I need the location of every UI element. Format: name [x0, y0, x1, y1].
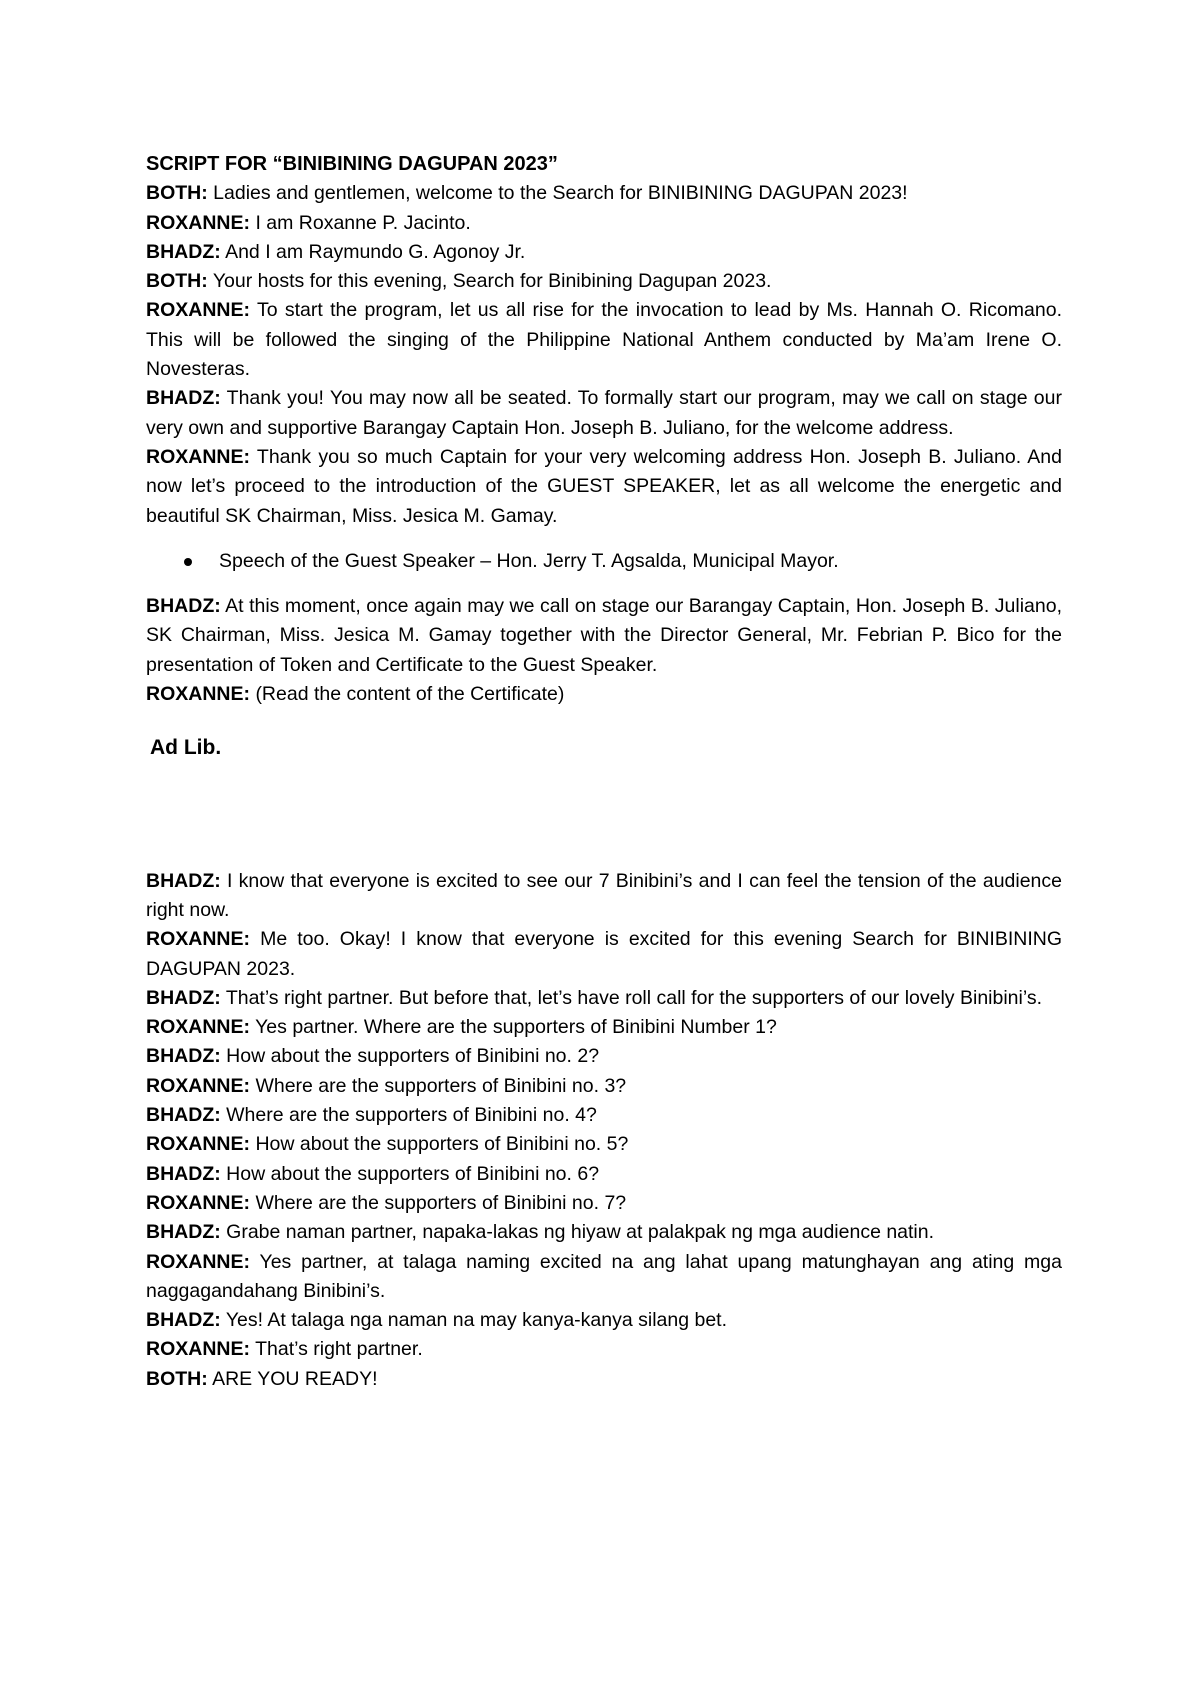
- blank-space: [146, 763, 1062, 867]
- speaker-label: ROXANNE:: [146, 1250, 251, 1273]
- script-line: [146, 925, 1062, 984]
- dialogue-text: Yes partner. Where are the supporters of Binibini Number 1?: [255, 1016, 777, 1039]
- speaker-label: BHADZ:: [146, 1309, 221, 1332]
- bullet-list: [146, 547, 1062, 576]
- dialogue-text: To start the program, let us all rise for the invocation to lead by Ms. Hannah O. Ricomano. This will be followed the singing of the Philippine National Anthem conducted by Ma’am Irene O. Novesteras.: [146, 299, 1062, 381]
- script-line: [146, 1306, 1062, 1335]
- dialogue-text: (Read the content of the Certificate): [255, 683, 565, 706]
- speaker-label: BHADZ:: [146, 1045, 221, 1068]
- speaker-label: BOTH:: [146, 1367, 208, 1390]
- script-line: [146, 1160, 1062, 1189]
- script-section-certificate: [146, 592, 1062, 709]
- dialogue-text: Thank you! You may now all be seated. To formally start our program, may we call on stage our very own and supportive Barangay Captain Hon. Joseph B. Juliano, for the welcome address.: [146, 387, 1062, 439]
- script-line: [146, 680, 1062, 709]
- script-line: [146, 1248, 1062, 1307]
- speaker-label: ROXANNE:: [146, 445, 251, 468]
- script-line: [146, 179, 1062, 208]
- speaker-label: BOTH:: [146, 182, 208, 205]
- speaker-label: BHADZ:: [146, 387, 221, 410]
- speaker-label: ROXANNE:: [146, 1338, 251, 1361]
- script-line: [146, 209, 1062, 238]
- speaker-label: BHADZ:: [146, 986, 221, 1009]
- script-line: [146, 296, 1062, 384]
- bullet-text: Speech of the Guest Speaker – Hon. Jerry T. Agsalda, Municipal Mayor.: [219, 549, 839, 572]
- dialogue-text: How about the supporters of Binibini no. 5?: [255, 1133, 629, 1156]
- dialogue-text: Thank you so much Captain for your very welcoming address Hon. Joseph B. Juliano. And now let’s proceed to the introduction of the GUEST SPEAKER, let as all welcome the energetic and beautiful SK Chairman, Miss. Jesica M. Gamay.: [146, 445, 1062, 527]
- bullet-item: [146, 547, 1062, 576]
- dialogue-text: Yes partner, at talaga naming excited na ang lahat upang matunghayan ang ating mga naggagandahang Binibini’s.: [146, 1250, 1062, 1302]
- script-line: [146, 384, 1062, 443]
- script-line: [146, 1042, 1062, 1071]
- dialogue-text: That’s right partner. But before that, let’s have roll call for the supporters of our lovely Binibini’s.: [225, 986, 1042, 1009]
- script-line: [146, 1218, 1062, 1247]
- speaker-label: BHADZ:: [146, 869, 221, 892]
- script-line: [146, 267, 1062, 296]
- dialogue-text: Grabe naman partner, napaka-lakas ng hiyaw at palakpak ng mga audience natin.: [226, 1221, 935, 1244]
- dialogue-text: ARE YOU READY!: [212, 1367, 378, 1390]
- speaker-label: ROXANNE:: [146, 211, 251, 234]
- dialogue-text: And I am Raymundo G. Agonoy Jr.: [225, 240, 526, 263]
- dialogue-text: Where are the supporters of Binibini no. 4?: [226, 1104, 597, 1127]
- dialogue-text: At this moment, once again may we call on stage our Barangay Captain, Hon. Joseph B. Juliano, SK Chairman, Miss. Jesica M. Gamay together with the Director General, Mr. Febrian P. Bico for the presentation of Token and Certificate to the Guest Speaker.: [146, 595, 1062, 676]
- adlib-heading: Ad Lib.: [150, 736, 222, 760]
- script-section-opening: [146, 179, 1062, 531]
- dialogue-text: How about the supporters of Binibini no. 2?: [226, 1045, 600, 1068]
- speaker-label: ROXANNE:: [146, 1074, 251, 1097]
- speaker-label: ROXANNE:: [146, 299, 251, 322]
- speaker-label: BHADZ:: [146, 1104, 221, 1127]
- script-line: [146, 238, 1062, 267]
- dialogue-text: Your hosts for this evening, Search for Binibining Dagupan 2023.: [212, 270, 772, 293]
- script-line: [146, 867, 1062, 926]
- speaker-label: BHADZ:: [146, 1162, 221, 1185]
- script-line: [146, 1013, 1062, 1042]
- dialogue-text: Where are the supporters of Binibini no. 7?: [255, 1191, 627, 1214]
- speaker-label: BHADZ:: [146, 595, 221, 618]
- script-section-rollcall: [146, 867, 1062, 1394]
- script-line: [146, 1101, 1062, 1130]
- speaker-label: ROXANNE:: [146, 1191, 251, 1214]
- bullet-dot-icon: [184, 558, 192, 566]
- script-line: [146, 592, 1062, 680]
- speaker-label: ROXANNE:: [146, 683, 251, 706]
- dialogue-text: That’s right partner.: [255, 1338, 423, 1361]
- script-line: [146, 1365, 1062, 1394]
- speaker-label: ROXANNE:: [146, 928, 251, 951]
- dialogue-text: Where are the supporters of Binibini no. 3?: [255, 1074, 627, 1097]
- dialogue-text: How about the supporters of Binibini no. 6?: [226, 1162, 600, 1185]
- dialogue-text: I know that everyone is excited to see our 7 Binibini’s and I can feel the tension of the audience right now.: [146, 869, 1063, 921]
- speaker-label: ROXANNE:: [146, 1016, 251, 1039]
- dialogue-text: I am Roxanne P. Jacinto.: [255, 211, 471, 234]
- document-title: SCRIPT FOR “BINIBINING DAGUPAN 2023”: [146, 153, 558, 175]
- script-line: [146, 984, 1062, 1013]
- speaker-label: BHADZ:: [146, 240, 221, 263]
- script-line: [146, 443, 1062, 531]
- script-content: [146, 150, 1062, 1394]
- script-line: [146, 1189, 1062, 1218]
- dialogue-text: Ladies and gentlemen, welcome to the Search for BINIBINING DAGUPAN 2023!: [213, 182, 908, 205]
- dialogue-text: Yes! At talaga nga naman na may kanya-kanya silang bet.: [225, 1309, 728, 1332]
- dialogue-text: Me too. Okay! I know that everyone is excited for this evening Search for BINIBINING DAGUPAN 2023.: [146, 928, 1062, 980]
- script-line: [146, 1072, 1062, 1101]
- speaker-label: BOTH:: [146, 270, 208, 293]
- speaker-label: ROXANNE:: [146, 1133, 251, 1156]
- script-line: [146, 1130, 1062, 1159]
- speaker-label: BHADZ:: [146, 1221, 221, 1244]
- script-line: [146, 1335, 1062, 1364]
